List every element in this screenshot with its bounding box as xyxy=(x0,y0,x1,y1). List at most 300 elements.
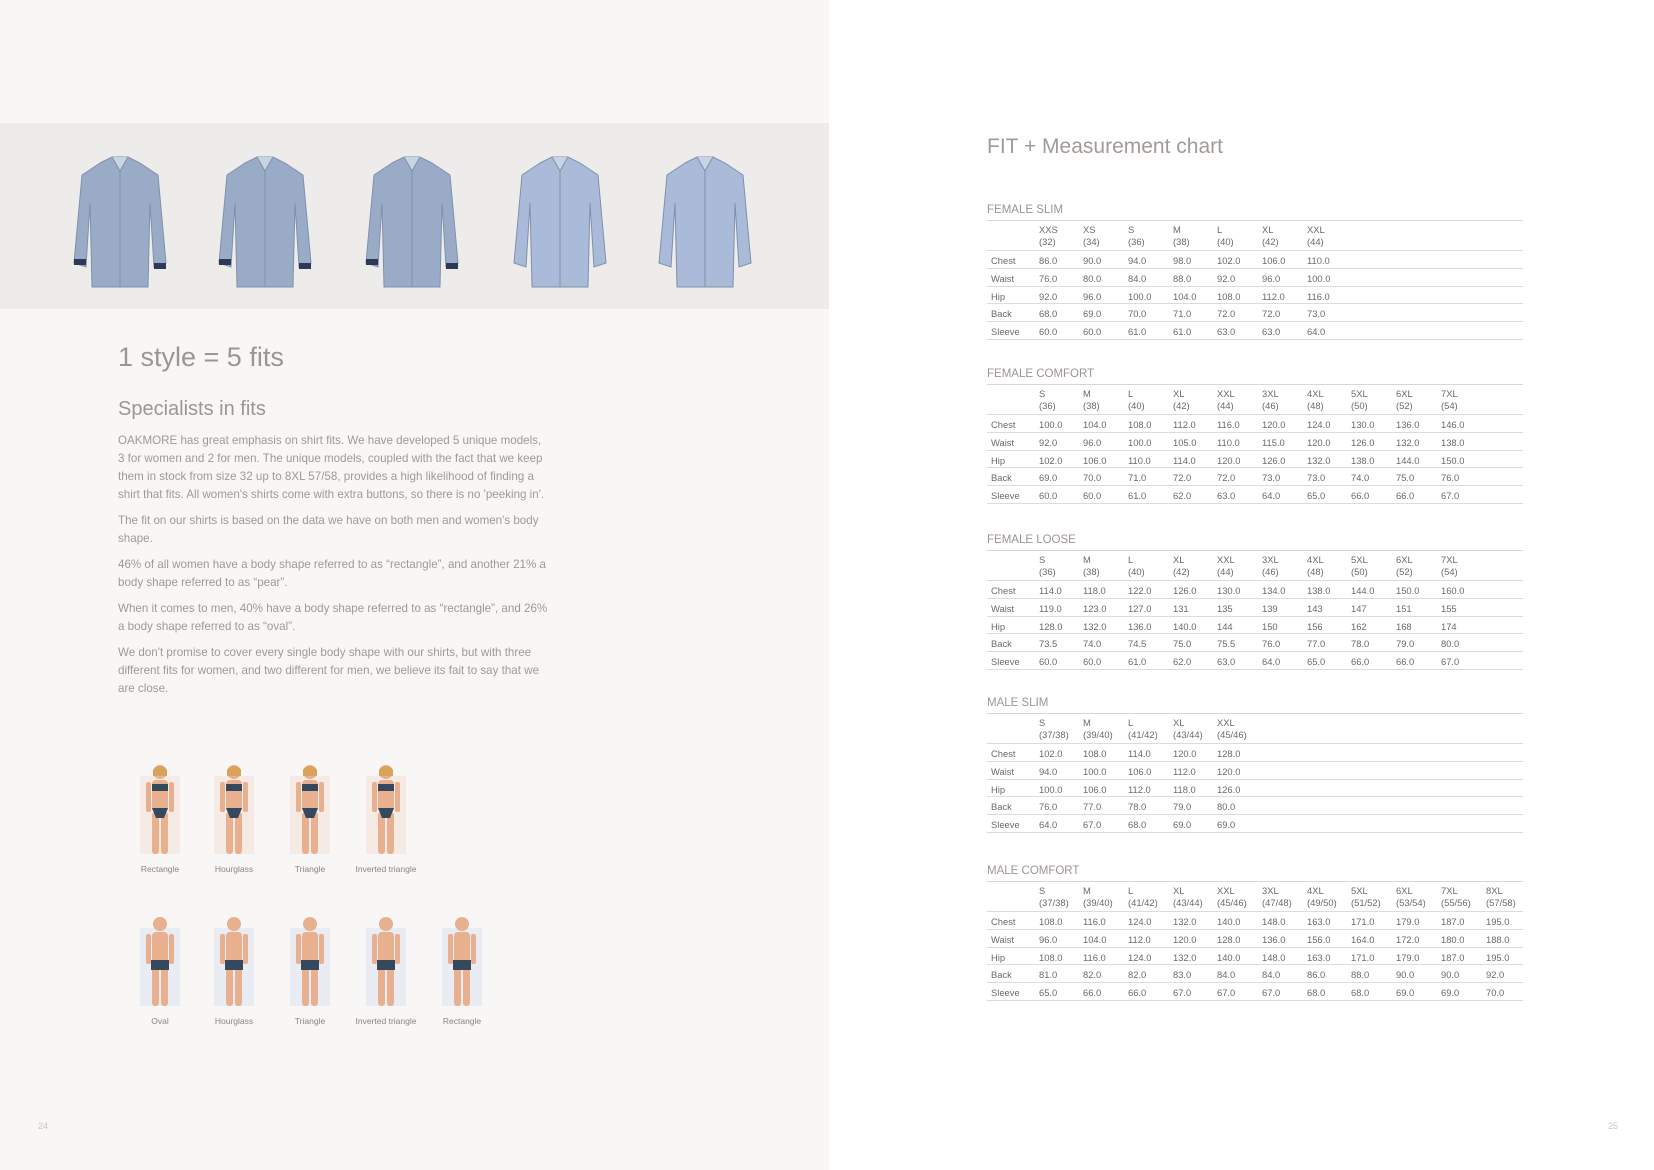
table-title: FEMALE SLIM xyxy=(987,204,1523,221)
table-row xyxy=(987,599,1523,617)
table-row xyxy=(987,451,1523,469)
measurement-value: 73.5 xyxy=(1039,638,1058,650)
size-header: S (37/38) xyxy=(1039,717,1069,740)
measurement-value: 180.0 xyxy=(1441,933,1465,945)
page-number-left: 24 xyxy=(38,1121,49,1131)
measurement-value: 75.0 xyxy=(1173,638,1192,650)
size-header: XXL (44) xyxy=(1307,224,1325,247)
measurement-value: 179.0 xyxy=(1396,951,1420,963)
size-header: XL (43/44) xyxy=(1173,717,1203,740)
page-number-right: 25 xyxy=(1608,1121,1619,1131)
measurement-value: 69.0 xyxy=(1217,819,1236,831)
size-header: XL (43/44) xyxy=(1173,885,1203,908)
measurement-value: 118.0 xyxy=(1083,585,1106,596)
measurement-value: 72.0 xyxy=(1262,308,1281,320)
measurement-value: 118.0 xyxy=(1173,783,1196,795)
measurement-value: 120.0 xyxy=(1173,748,1197,759)
measurement-value: 66.0 xyxy=(1128,987,1147,999)
size-header-row xyxy=(987,221,1523,251)
measurement-value: 77.0 xyxy=(1083,801,1102,813)
measurement-label: Waist xyxy=(991,602,1015,614)
size-header: S (36) xyxy=(1128,224,1145,247)
measurement-value: 123.0 xyxy=(1083,602,1107,614)
table-row xyxy=(987,269,1523,287)
measurement-value: 130.0 xyxy=(1217,585,1241,596)
body-shape-caption: Inverted triangle xyxy=(355,864,417,874)
measurement-value: 66.0 xyxy=(1083,987,1102,999)
measurement-value: 143 xyxy=(1307,602,1323,614)
paragraph: OAKMORE has great emphasis on shirt fits. We have developed 5 unique models, 3 for women and 2 for men. The unique models, coupled with the fact that we keep them in stock from size 32 up to 8XL 57/58, provides a high likelihood of finding a shirt that fits. All women's shirts come with extra buttons, so there is no 'peeking in'. xyxy=(118,434,545,501)
size-header: 5XL (50) xyxy=(1351,388,1368,411)
body-shape-caption: Hourglass xyxy=(214,1016,254,1026)
measurement-value: 187.0 xyxy=(1441,951,1465,963)
measurement-value: 108.0 xyxy=(1083,748,1107,759)
body-shape-figure xyxy=(124,914,196,1027)
measurement-value: 100.0 xyxy=(1128,290,1152,302)
measurement-label: Back xyxy=(991,801,1012,813)
body-shape-figure xyxy=(350,762,422,875)
table-row xyxy=(987,744,1523,762)
size-header-row xyxy=(987,714,1523,744)
measurement-value: 146.0 xyxy=(1441,419,1465,430)
measurement-value: 120.0 xyxy=(1262,419,1286,430)
measurement-value: 127.0 xyxy=(1128,602,1152,614)
size-header: M (39/40) xyxy=(1083,717,1113,740)
measurement-table xyxy=(987,534,1523,670)
measurement-value: 112.0 xyxy=(1262,290,1285,302)
measurement-value: 60.0 xyxy=(1039,490,1058,502)
measurement-table xyxy=(987,697,1523,833)
measurement-value: 120.0 xyxy=(1217,765,1241,777)
measurement-value: 120.0 xyxy=(1217,454,1241,466)
table-row xyxy=(987,581,1523,599)
size-header: XXL (44) xyxy=(1217,388,1235,411)
measurement-value: 100.0 xyxy=(1039,783,1063,795)
measurement-value: 90.0 xyxy=(1083,255,1102,266)
size-header: XXL (44) xyxy=(1217,554,1235,577)
size-header-row xyxy=(987,385,1523,415)
measurement-label: Hip xyxy=(991,783,1006,795)
size-header: 4XL (49/50) xyxy=(1307,885,1337,908)
measurement-value: 80.0 xyxy=(1083,272,1102,284)
measurement-value: 61.0 xyxy=(1128,656,1147,668)
size-header: 5XL (50) xyxy=(1351,554,1368,577)
body-shape-caption: Hourglass xyxy=(214,864,254,874)
measurement-value: 131 xyxy=(1173,602,1189,614)
measurement-value: 98.0 xyxy=(1173,255,1192,266)
measurement-value: 90.0 xyxy=(1441,969,1460,981)
measurement-value: 164.0 xyxy=(1351,933,1375,945)
measurement-value: 64.0 xyxy=(1262,656,1281,668)
measurement-value: 81.0 xyxy=(1039,969,1058,981)
table-row xyxy=(987,287,1523,305)
measurement-value: 112.0 xyxy=(1173,765,1196,777)
measurement-label: Back xyxy=(991,308,1012,320)
measurement-value: 138.0 xyxy=(1351,454,1375,466)
measurement-value: 128.0 xyxy=(1039,620,1063,632)
size-header: 7XL (54) xyxy=(1441,554,1458,577)
measurement-value: 150.0 xyxy=(1441,454,1465,466)
measurement-value: 66.0 xyxy=(1351,490,1370,502)
measurement-value: 136.0 xyxy=(1396,419,1420,430)
measurement-value: 96.0 xyxy=(1083,436,1102,448)
measurement-value: 69.0 xyxy=(1083,308,1102,320)
measurement-value: 64.0 xyxy=(1039,819,1058,831)
measurement-value: 80.0 xyxy=(1441,638,1460,650)
measurement-value: 70.0 xyxy=(1128,308,1147,320)
table-title: MALE SLIM xyxy=(987,697,1523,714)
measurement-label: Sleeve xyxy=(991,326,1020,338)
table-title: FEMALE LOOSE xyxy=(987,534,1523,551)
size-header: L (40) xyxy=(1217,224,1234,247)
measurement-value: 116.0 xyxy=(1083,916,1106,927)
measurement-value: 61.0 xyxy=(1173,326,1192,338)
table-row xyxy=(987,652,1523,670)
table-row xyxy=(987,617,1523,635)
body-shape-figure xyxy=(124,762,196,875)
table-row xyxy=(987,251,1523,269)
table-row xyxy=(987,762,1523,780)
shirt-image xyxy=(215,153,315,296)
measurement-label: Back xyxy=(991,969,1012,981)
measurement-value: 82.0 xyxy=(1083,969,1102,981)
measurement-value: 73.0 xyxy=(1262,472,1281,484)
measurement-label: Chest xyxy=(991,419,1016,430)
measurement-value: 150 xyxy=(1262,620,1278,632)
measurement-value: 71.0 xyxy=(1173,308,1192,320)
measurement-value: 82.0 xyxy=(1128,969,1147,981)
measurement-value: 126.0 xyxy=(1262,454,1286,466)
measurement-value: 128.0 xyxy=(1217,748,1241,759)
table-row xyxy=(987,948,1523,966)
measurement-value: 106.0 xyxy=(1083,454,1107,466)
table-row xyxy=(987,780,1523,798)
measurement-value: 72.0 xyxy=(1217,472,1236,484)
measurement-value: 116.0 xyxy=(1217,419,1240,430)
size-header: 4XL (48) xyxy=(1307,554,1324,577)
right-page xyxy=(829,0,1654,1170)
shirt-image xyxy=(510,153,610,296)
size-header: L (40) xyxy=(1128,554,1145,577)
measurement-value: 61.0 xyxy=(1128,490,1147,502)
shirt-image xyxy=(70,153,170,296)
measurement-value: 79.0 xyxy=(1396,638,1415,650)
size-header: S (36) xyxy=(1039,554,1056,577)
measurement-value: 160.0 xyxy=(1441,585,1465,596)
measurement-value: 74.5 xyxy=(1128,638,1147,650)
measurement-value: 188.0 xyxy=(1486,933,1510,945)
measurement-value: 67.0 xyxy=(1262,987,1281,999)
measurement-value: 102.0 xyxy=(1039,748,1063,759)
measurement-value: 108.0 xyxy=(1039,916,1063,927)
measurement-value: 76.0 xyxy=(1039,801,1058,813)
measurement-value: 108.0 xyxy=(1217,290,1241,302)
table-row xyxy=(987,815,1523,833)
measurement-value: 69.0 xyxy=(1039,472,1058,484)
measurement-value: 60.0 xyxy=(1083,490,1102,502)
size-header: XXL (45/46) xyxy=(1217,885,1247,908)
body-shape-caption: Rectangle xyxy=(442,1016,482,1026)
measurement-value: 92.0 xyxy=(1039,436,1058,448)
measurement-value: 104.0 xyxy=(1083,419,1107,430)
measurement-table xyxy=(987,204,1523,340)
measurement-value: 74.0 xyxy=(1083,638,1102,650)
measurement-value: 132.0 xyxy=(1307,454,1331,466)
measurement-label: Chest xyxy=(991,585,1016,596)
measurement-value: 65.0 xyxy=(1039,987,1058,999)
measurement-label: Chest xyxy=(991,916,1016,927)
measurement-value: 120.0 xyxy=(1173,933,1197,945)
body-shape-figure xyxy=(198,762,270,875)
measurement-label: Hip xyxy=(991,620,1006,632)
body-shape-figure xyxy=(426,914,498,1027)
measurement-chart-title: FIT + Measurement chart xyxy=(987,135,1223,158)
measurement-value: 156 xyxy=(1307,620,1323,632)
measurement-value: 147 xyxy=(1351,602,1367,614)
measurement-value: 76.0 xyxy=(1039,272,1058,284)
measurement-value: 116.0 xyxy=(1307,290,1330,302)
measurement-value: 114.0 xyxy=(1173,454,1196,466)
size-header: 5XL (51/52) xyxy=(1351,885,1381,908)
measurement-value: 136.0 xyxy=(1128,620,1152,632)
measurement-value: 80.0 xyxy=(1217,801,1236,813)
size-header: M (39/40) xyxy=(1083,885,1113,908)
measurement-value: 162 xyxy=(1351,620,1367,632)
measurement-value: 150.0 xyxy=(1396,585,1420,596)
measurement-value: 140.0 xyxy=(1173,620,1197,632)
measurement-value: 100.0 xyxy=(1083,765,1107,777)
measurement-value: 68.0 xyxy=(1351,987,1370,999)
size-header: XXL (45/46) xyxy=(1217,717,1247,740)
size-header: XS (34) xyxy=(1083,224,1100,247)
measurement-value: 65.0 xyxy=(1307,490,1326,502)
measurement-value: 63.0 xyxy=(1217,326,1236,338)
measurement-value: 140.0 xyxy=(1217,916,1241,927)
measurement-value: 144.0 xyxy=(1351,585,1375,596)
measurement-value: 73.0 xyxy=(1307,472,1326,484)
measurement-value: 126.0 xyxy=(1173,585,1197,596)
measurement-value: 100.0 xyxy=(1039,419,1063,430)
size-header: XXS (32) xyxy=(1039,224,1058,247)
measurement-value: 67.0 xyxy=(1441,656,1460,668)
measurement-value: 148.0 xyxy=(1262,951,1286,963)
measurement-value: 106.0 xyxy=(1128,765,1152,777)
measurement-value: 102.0 xyxy=(1217,255,1241,266)
measurement-value: 66.0 xyxy=(1396,490,1415,502)
size-header: 3XL (46) xyxy=(1262,388,1279,411)
measurement-value: 119.0 xyxy=(1039,602,1062,614)
measurement-value: 78.0 xyxy=(1351,638,1370,650)
measurement-label: Waist xyxy=(991,436,1015,448)
body-shape-figures xyxy=(130,752,530,1062)
measurement-value: 102.0 xyxy=(1039,454,1063,466)
measurement-value: 69.0 xyxy=(1173,819,1192,831)
measurement-value: 71.0 xyxy=(1128,472,1147,484)
measurement-value: 144.0 xyxy=(1396,454,1420,466)
measurement-value: 92.0 xyxy=(1486,969,1505,981)
size-header: 6XL (52) xyxy=(1396,554,1413,577)
measurement-value: 88.0 xyxy=(1173,272,1192,284)
measurement-value: 92.0 xyxy=(1217,272,1236,284)
measurement-value: 179.0 xyxy=(1396,916,1420,927)
measurement-value: 68.0 xyxy=(1039,308,1058,320)
measurement-value: 112.0 xyxy=(1128,933,1151,945)
measurement-value: 139 xyxy=(1262,602,1278,614)
measurement-value: 132.0 xyxy=(1083,620,1107,632)
measurement-value: 114.0 xyxy=(1039,585,1062,596)
paragraph: We don't promise to cover every single body shape with our shirts, but with three different fits for women, and two different for men, we believe its fait to say that we are close. xyxy=(118,646,540,695)
measurement-label: Sleeve xyxy=(991,490,1020,502)
measurement-value: 67.0 xyxy=(1441,490,1460,502)
measurement-value: 110.0 xyxy=(1307,255,1330,266)
measurement-value: 124.0 xyxy=(1128,916,1152,927)
measurement-value: 122.0 xyxy=(1128,585,1152,596)
body-text xyxy=(118,432,548,706)
measurement-label: Chest xyxy=(991,748,1016,759)
measurement-label: Hip xyxy=(991,454,1006,466)
body-shape-caption: Oval xyxy=(151,1016,169,1026)
measurement-value: 124.0 xyxy=(1307,419,1331,430)
measurement-label: Sleeve xyxy=(991,656,1020,668)
measurement-value: 110.0 xyxy=(1217,436,1240,448)
measurement-value: 171.0 xyxy=(1351,951,1375,963)
measurement-value: 94.0 xyxy=(1128,255,1147,266)
table-row xyxy=(987,304,1523,322)
measurement-value: 84.0 xyxy=(1217,969,1236,981)
size-header: S (36) xyxy=(1039,388,1056,411)
measurement-value: 64.0 xyxy=(1262,490,1281,502)
measurement-value: 63.0 xyxy=(1262,326,1281,338)
table-row xyxy=(987,983,1523,1001)
measurement-value: 65.0 xyxy=(1307,656,1326,668)
measurement-value: 63.0 xyxy=(1217,656,1236,668)
measurement-value: 60.0 xyxy=(1083,326,1102,338)
measurement-value: 135 xyxy=(1217,602,1233,614)
measurement-value: 130.0 xyxy=(1351,419,1375,430)
measurement-value: 104.0 xyxy=(1173,290,1197,302)
measurement-value: 68.0 xyxy=(1307,987,1326,999)
size-header: M (38) xyxy=(1083,388,1100,411)
measurement-value: 73.0 xyxy=(1307,308,1326,320)
measurement-value: 171.0 xyxy=(1351,916,1375,927)
paragraph: When it comes to men, 40% have a body shape referred to as “rectangle”, and 26% a body shape referred to as “oval”. xyxy=(118,602,548,633)
size-header: 8XL (57/58) xyxy=(1486,885,1516,908)
measurement-value: 120.0 xyxy=(1307,436,1331,448)
size-header: XL (42) xyxy=(1173,388,1190,411)
body-shape-figure xyxy=(274,762,346,875)
table-row xyxy=(987,912,1523,930)
measurement-value: 151 xyxy=(1396,602,1412,614)
measurement-value: 67.0 xyxy=(1173,987,1192,999)
measurement-value: 72.0 xyxy=(1217,308,1236,320)
measurement-value: 155 xyxy=(1441,602,1457,614)
size-header: L (40) xyxy=(1128,388,1145,411)
measurement-value: 72.0 xyxy=(1173,472,1192,484)
measurement-value: 112.0 xyxy=(1173,419,1196,430)
table-title: FEMALE COMFORT xyxy=(987,368,1523,385)
shirt-image xyxy=(362,153,462,296)
paragraph: The fit on our shirts is based on the data we have on both men and women's body shape. xyxy=(118,514,539,545)
measurement-value: 66.0 xyxy=(1396,656,1415,668)
size-header: XL (42) xyxy=(1173,554,1190,577)
table-row xyxy=(987,486,1523,504)
body-shape-figure xyxy=(198,914,270,1027)
size-header: 3XL (46) xyxy=(1262,554,1279,577)
measurement-value: 78.0 xyxy=(1128,801,1147,813)
measurement-value: 75.0 xyxy=(1396,472,1415,484)
measurement-value: 156.0 xyxy=(1307,933,1331,945)
measurement-value: 76.0 xyxy=(1441,472,1460,484)
measurement-label: Hip xyxy=(991,290,1006,302)
measurement-value: 144 xyxy=(1217,620,1233,632)
size-header: 6XL (52) xyxy=(1396,388,1413,411)
measurement-value: 110.0 xyxy=(1128,454,1151,466)
body-shape-figure xyxy=(350,914,422,1027)
measurement-value: 88.0 xyxy=(1351,969,1370,981)
measurement-label: Waist xyxy=(991,933,1015,945)
measurement-value: 108.0 xyxy=(1128,419,1152,430)
measurement-value: 134.0 xyxy=(1262,585,1286,596)
measurement-value: 168 xyxy=(1396,620,1412,632)
measurement-value: 64.0 xyxy=(1307,326,1326,338)
measurement-value: 163.0 xyxy=(1307,916,1331,927)
measurement-value: 132.0 xyxy=(1173,916,1197,927)
measurement-value: 63.0 xyxy=(1217,490,1236,502)
measurement-value: 96.0 xyxy=(1039,933,1058,945)
measurement-value: 163.0 xyxy=(1307,951,1331,963)
measurement-label: Sleeve xyxy=(991,819,1020,831)
size-header: M (38) xyxy=(1083,554,1100,577)
shirt-photo-band xyxy=(0,123,829,309)
table-row xyxy=(987,322,1523,340)
body-shape-figure xyxy=(274,914,346,1027)
size-header: XL (42) xyxy=(1262,224,1279,247)
measurement-label: Back xyxy=(991,638,1012,650)
measurement-value: 115.0 xyxy=(1262,436,1285,448)
body-shape-caption: Inverted triangle xyxy=(355,1016,417,1026)
measurement-value: 77.0 xyxy=(1307,638,1326,650)
measurement-value: 70.0 xyxy=(1486,987,1505,999)
shirt-image xyxy=(655,153,755,296)
measurement-value: 106.0 xyxy=(1262,255,1286,266)
table-row xyxy=(987,634,1523,652)
measurement-value: 84.0 xyxy=(1128,272,1147,284)
measurement-label: Waist xyxy=(991,272,1015,284)
measurement-value: 112.0 xyxy=(1128,783,1151,795)
measurement-value: 124.0 xyxy=(1128,951,1152,963)
measurement-table xyxy=(987,865,1523,1001)
measurement-value: 60.0 xyxy=(1039,326,1058,338)
measurement-value: 68.0 xyxy=(1128,819,1147,831)
table-row xyxy=(987,930,1523,948)
measurement-label: Sleeve xyxy=(991,987,1020,999)
measurement-value: 132.0 xyxy=(1396,436,1420,448)
measurement-value: 136.0 xyxy=(1262,933,1286,945)
measurement-value: 83.0 xyxy=(1173,969,1192,981)
size-header: M (38) xyxy=(1173,224,1190,247)
measurement-value: 94.0 xyxy=(1039,765,1058,777)
measurement-value: 60.0 xyxy=(1083,656,1102,668)
measurement-label: Back xyxy=(991,472,1012,484)
measurement-value: 108.0 xyxy=(1039,951,1063,963)
measurement-value: 187.0 xyxy=(1441,916,1465,927)
measurement-value: 75.5 xyxy=(1217,638,1236,650)
page-title: 1 style = 5 fits xyxy=(118,342,284,372)
measurement-value: 126.0 xyxy=(1351,436,1375,448)
measurement-value: 114.0 xyxy=(1128,748,1151,759)
measurement-value: 61.0 xyxy=(1128,326,1147,338)
measurement-value: 104.0 xyxy=(1083,933,1107,945)
